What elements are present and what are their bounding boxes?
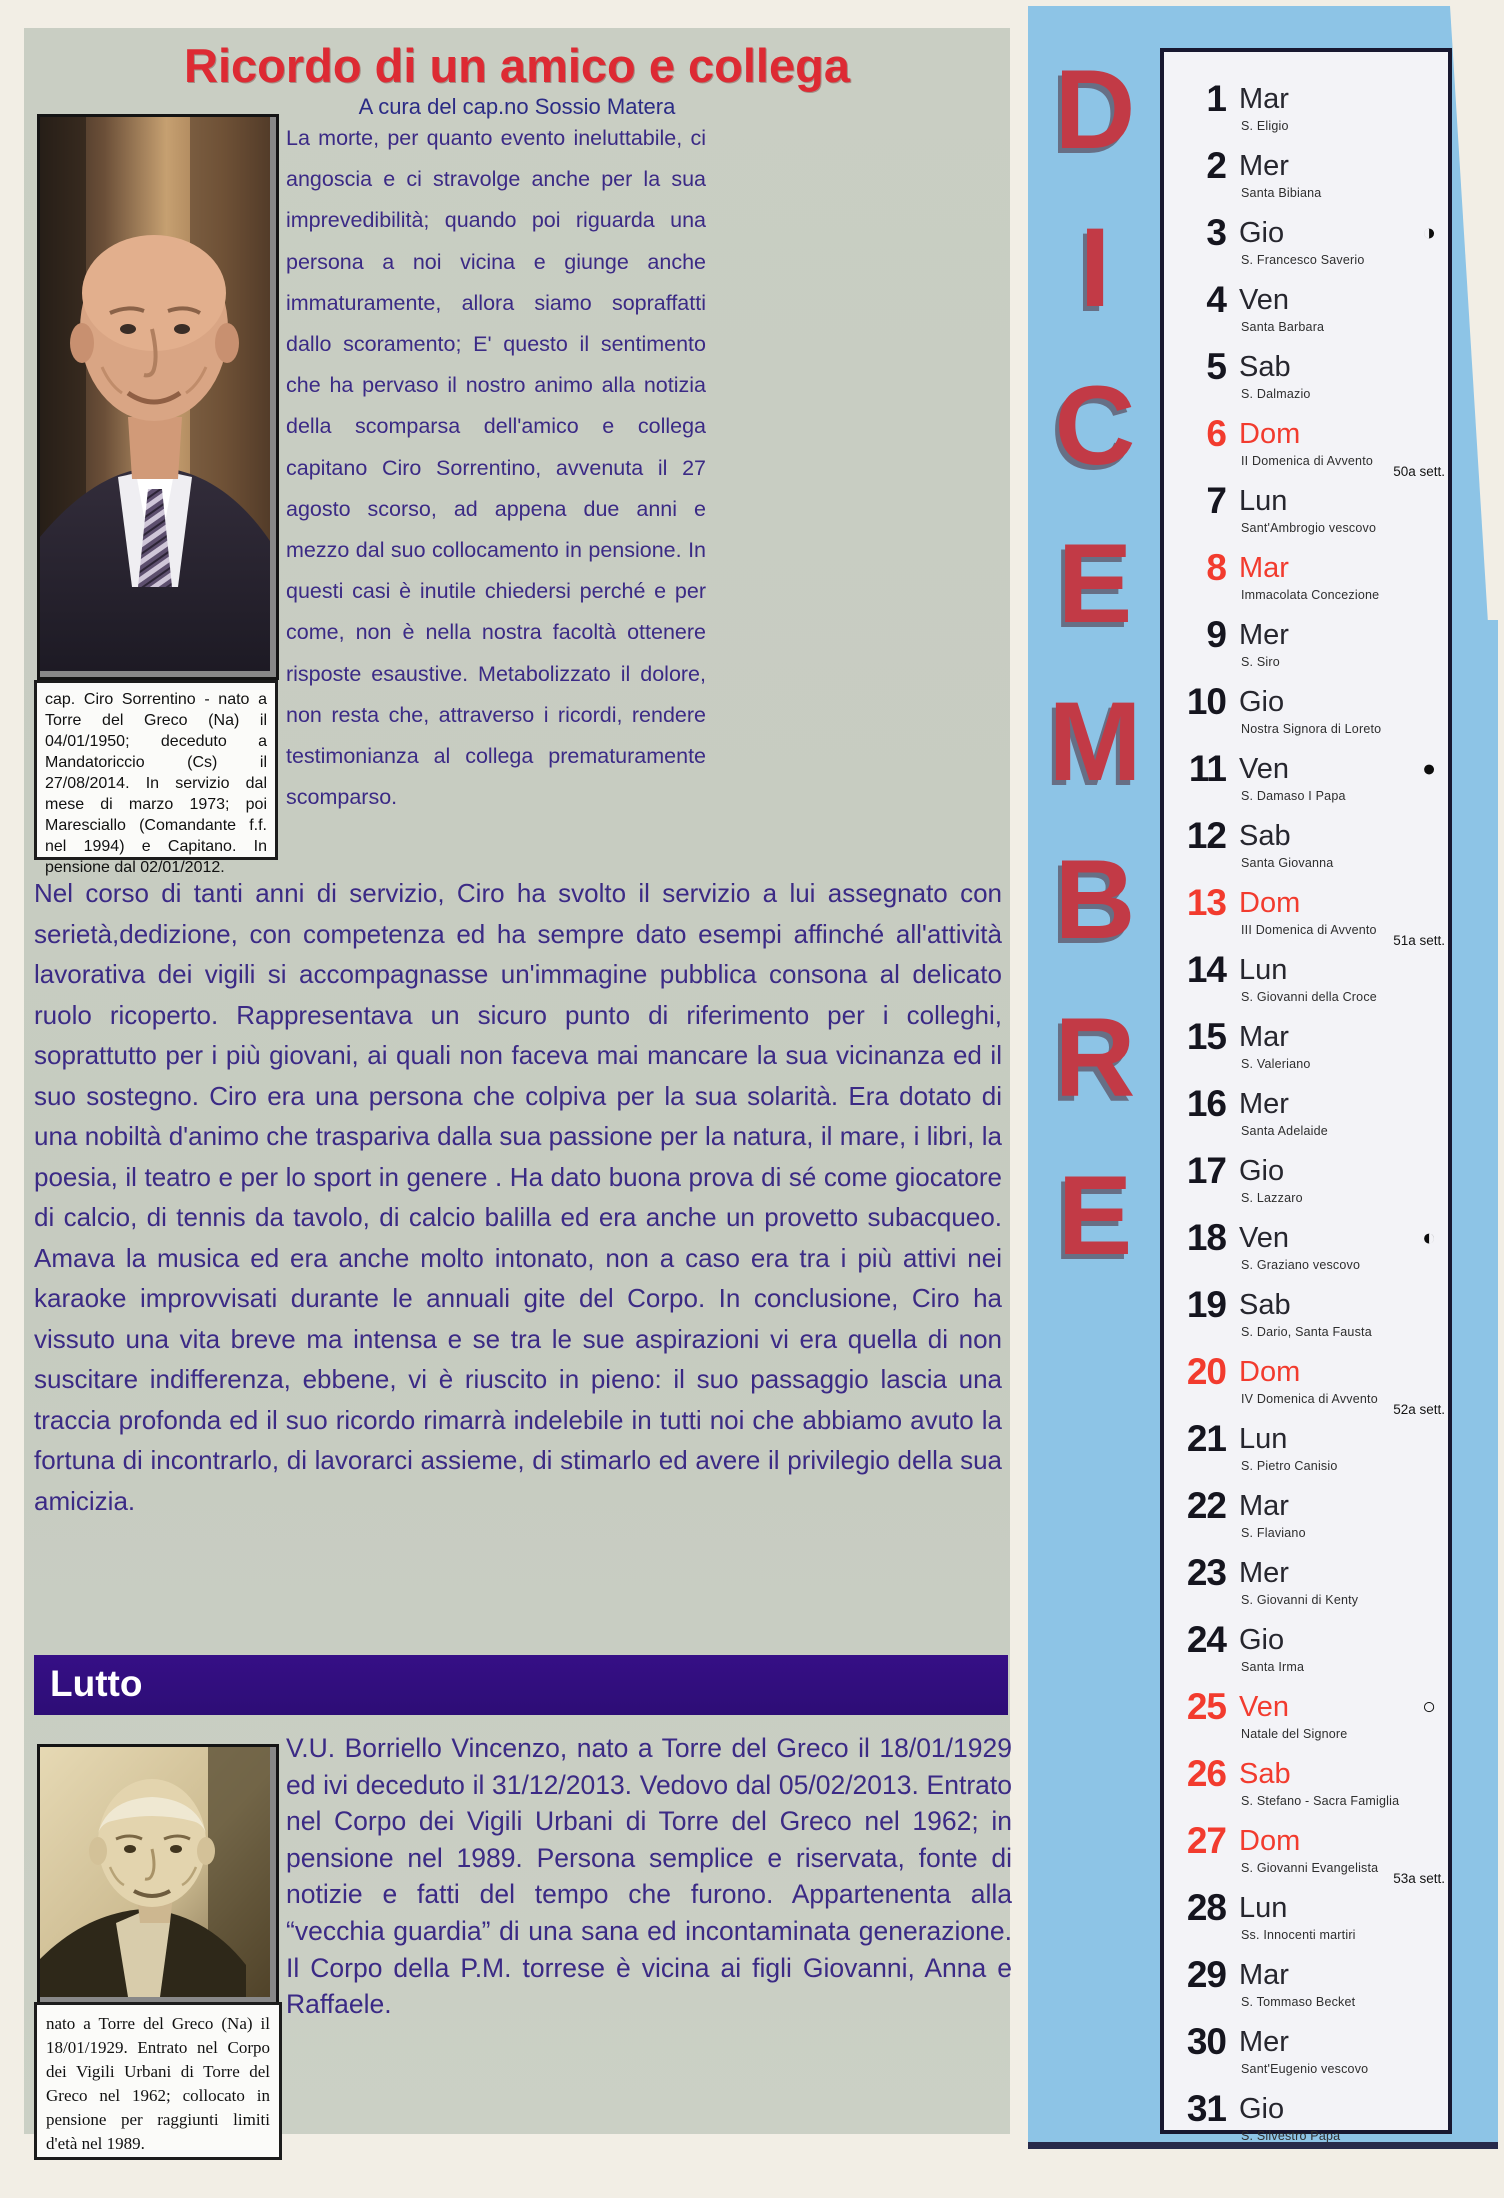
- saint-name: S. Francesco Saverio: [1241, 253, 1365, 267]
- day-number: 8: [1206, 547, 1226, 588]
- first-quarter-moon-icon: ◐: [1422, 1224, 1436, 1250]
- calendar-day-row: [1164, 681, 1448, 752]
- day-number: 13: [1186, 882, 1226, 923]
- day-number: 26: [1186, 1753, 1226, 1794]
- saint-name: S. Flaviano: [1241, 1526, 1306, 1540]
- saint-name: Immacolata Concezione: [1241, 588, 1380, 602]
- day-of-week: Dom: [1239, 418, 1301, 450]
- calendar-day-row: [1164, 1418, 1448, 1489]
- day-of-week: Mer: [1239, 2026, 1289, 2058]
- photo2-caption: nato a Torre del Greco (Na) il 18/01/1929. Entrato nel Corpo dei Vigili Urbani di Torre del Greco nel 1962; collocato in pensione per raggiunti limiti d'età nel 1989.: [34, 2002, 282, 2160]
- saint-name: Ss. Innocenti martiri: [1241, 1928, 1356, 1942]
- full-moon-icon: ○: [1422, 1693, 1436, 1719]
- day-of-week: Gio: [1239, 1624, 1285, 1656]
- saint-name: Santa Adelaide: [1241, 1124, 1328, 1138]
- saint-name: Santa Giovanna: [1241, 856, 1334, 870]
- saint-name: Sant'Eugenio vescovo: [1241, 2062, 1369, 2076]
- calendar-day-row: [1164, 1284, 1448, 1355]
- day-number: 23: [1186, 1552, 1226, 1593]
- calendar-day-row: [1164, 1753, 1448, 1824]
- week-number-label: 51a sett.: [1393, 933, 1445, 948]
- day-of-week: Dom: [1239, 1825, 1301, 1857]
- saint-name: S. Silvestro Papa: [1241, 2129, 1341, 2143]
- calendar-day-row: [1164, 1686, 1448, 1757]
- day-number: 5: [1206, 346, 1226, 387]
- day-of-week: Gio: [1239, 217, 1285, 249]
- article-paragraph-1: La morte, per quanto evento ineluttabile, ci angoscia e ci stravolge anche per la sua imprevedibilità; quando poi riguarda una persona a noi vicina e giunge anche immaturamente, allora siamo sopraffatti dallo scoramento; E' questo il sentimento che ha pervaso il nostro animo alla notizia della scomparsa dell'amico e collega capitano Ciro Sorrentino, avvenuta il 27 agosto scorso, ad appena due anni e mezzo dal suo collocamento in pensione. In questi casi è inutile chiedersi perché e per come, non è nella nostra facoltà ottenere risposte esaustive. Metabolizzato il dolore, non resta che, attraverso i ricordi, rendere testimonianza al collega prematuramente scomparso.: [286, 126, 706, 810]
- article-panel: [24, 28, 1012, 2153]
- calendar-day-row: [1164, 480, 1448, 551]
- day-of-week: Mar: [1239, 1021, 1289, 1053]
- month-letter: E: [1057, 521, 1133, 646]
- month-letter: R: [1054, 995, 1136, 1120]
- saint-name: S. Giovanni di Kenty: [1241, 1593, 1359, 1607]
- day-number: 11: [1188, 748, 1226, 789]
- saint-name: S. Graziano vescovo: [1241, 1258, 1361, 1272]
- saint-name: S. Giovanni della Croce: [1241, 990, 1377, 1004]
- calendar-day-row: [1164, 1351, 1448, 1422]
- calendar-day-row: [1164, 1016, 1448, 1087]
- day-number: 17: [1186, 1150, 1226, 1191]
- calendar-day-row: [1164, 78, 1448, 149]
- day-number: 19: [1186, 1284, 1226, 1325]
- month-letter: E: [1057, 1153, 1133, 1278]
- day-number: 15: [1186, 1016, 1226, 1057]
- day-number: 4: [1206, 279, 1226, 320]
- calendar-day-row: [1164, 279, 1448, 350]
- calendar-days: [1164, 52, 1448, 2143]
- day-number: 12: [1186, 815, 1226, 856]
- calendar-day-row: [1164, 748, 1448, 819]
- day-number: 27: [1186, 1820, 1226, 1861]
- day-of-week: Mer: [1239, 619, 1289, 651]
- article-byline: A cura del cap.no Sossio Matera: [358, 94, 676, 119]
- day-of-week: Mer: [1239, 1088, 1289, 1120]
- calendar-day-row: [1164, 212, 1448, 283]
- saint-name: S. Eligio: [1241, 119, 1289, 133]
- day-number: 1: [1206, 78, 1226, 119]
- day-of-week: Mar: [1239, 1490, 1289, 1522]
- calendar-day-row: [1164, 145, 1448, 216]
- saint-name: Sant'Ambrogio vescovo: [1241, 521, 1377, 535]
- calendar-day-row: [1164, 346, 1448, 417]
- day-of-week: Lun: [1239, 1423, 1288, 1455]
- article-paragraph-2: Nel corso di tanti anni di servizio, Ciro ha svolto il servizio a lui assegnato con serietà,dedizione, con competenza ed ha sempre dato esempi affinché all'attività lavorativa dei vigili si accompagnasse un'immagine pubblica consona al delicato ruolo ricoperto. Rappresentava un sicuro punto di riferimento per i colleghi, soprattutto per i più giovani, ai quali non faceva mai mancare la sua vicinanza ed il suo sostegno. Ciro era una persona che colpiva per la sua solarità. Era dotato di una nobiltà d'animo che traspariva dalla sua passione per la natura, il mare, i libri, la poesia, il teatro e per lo sport in genere . Ha dato buona prova di sé come giocatore di calcio, di tennis da tavolo, di calcio balilla ed era anche un provetto subacqueo. Amava la musica ed era anche molto intonato, non a caso era tra i più attivi nei karaoke improvvisati durante le annuali gite del Corpo. In conclusione, Ciro ha vissuto una vita breve ma intensa e se tra le sue aspirazioni vi era quella di non suscitare indifferenza, ebbene, vi è riuscito in pieno: il suo passaggio lascia una traccia profonda ed il suo ricordo rimarrà indelebile in tutti noi che abbiamo avuto la fortuna di incontrarlo, di lavorarci assieme, di stimarlo ed avere il privilegio della sua amicizia.: [34, 878, 1002, 1516]
- day-of-week: Ven: [1239, 284, 1289, 316]
- day-of-week: Mar: [1239, 83, 1289, 115]
- month-letter: B: [1054, 837, 1136, 962]
- day-of-week: Sab: [1239, 820, 1291, 852]
- saint-name: S. Giovanni Evangelista: [1241, 1861, 1379, 1875]
- saint-name: S. Dalmazio: [1241, 387, 1311, 401]
- saint-name: Nostra Signora di Loreto: [1241, 722, 1382, 736]
- month-letter: M: [1048, 679, 1142, 804]
- calendar-day-row: [1164, 1619, 1448, 1690]
- saint-name: Santa Bibiana: [1241, 186, 1322, 200]
- calendar-day-row: [1164, 1485, 1448, 1556]
- portrait-photo-illustration: [40, 1747, 270, 1997]
- saint-name: S. Valeriano: [1241, 1057, 1311, 1071]
- day-number: 29: [1186, 1954, 1226, 1995]
- day-number: 2: [1206, 145, 1226, 186]
- lutto-paragraph: V.U. Borriello Vincenzo, nato a Torre del Greco il 18/01/1929 ed ivi deceduto il 31/12/2013. Vedovo dal 05/02/2013. Entrato nel Corpo dei Vigili Urbani di Torre del Greco nel 1962; in pensione nel 1989. Persona semplice e riservata, fonte di notizie e fatti del tempo che furono. Appartenenta alla “vecchia guardia” di una sana ed incontaminata generazione. Il Corpo della P.M. torrese è vicina ai figli Giovanni, Anna e Raffaele.: [286, 1733, 1012, 2020]
- saint-name: S. Siro: [1241, 655, 1280, 669]
- month-letters: [1040, 6, 1150, 1306]
- new-moon-icon: ●: [1422, 755, 1436, 781]
- day-of-week: Lun: [1239, 1892, 1288, 1924]
- calendar-day-row: [1164, 2088, 1448, 2159]
- calendar-day-row: [1164, 815, 1448, 886]
- saint-name: IV Domenica di Avvento: [1241, 1392, 1378, 1406]
- day-of-week: Dom: [1239, 887, 1301, 919]
- calendar-day-row: [1164, 1217, 1448, 1288]
- saint-name: S. Tommaso Becket: [1241, 1995, 1356, 2009]
- day-of-week: Mer: [1239, 150, 1289, 182]
- saint-name: S. Stefano - Sacra Famiglia: [1241, 1794, 1400, 1808]
- calendar-day-row: [1164, 1954, 1448, 2025]
- day-number: 6: [1206, 413, 1226, 454]
- month-letter: C: [1054, 363, 1136, 488]
- day-number: 30: [1186, 2021, 1226, 2062]
- day-number: 28: [1186, 1887, 1226, 1928]
- calendar-day-row: [1164, 1552, 1448, 1623]
- photo-ciro-sorrentino: [37, 114, 279, 680]
- saint-name: S. Dario, Santa Fausta: [1241, 1325, 1372, 1339]
- calendar-day-row: [1164, 1887, 1448, 1958]
- saint-name: Natale del Signore: [1241, 1727, 1348, 1741]
- calendar-day-row: [1164, 949, 1448, 1020]
- day-number: 24: [1186, 1619, 1226, 1660]
- day-of-week: Mar: [1239, 1959, 1289, 1991]
- day-of-week: Sab: [1239, 1289, 1291, 1321]
- day-number: 31: [1186, 2088, 1226, 2129]
- last-quarter-moon-icon: ◑: [1422, 219, 1436, 245]
- photo-vincenzo-borriello: [37, 1744, 279, 2006]
- saint-name: Santa Barbara: [1241, 320, 1325, 334]
- day-of-week: Gio: [1239, 2093, 1285, 2125]
- portrait-photo-illustration: [40, 117, 270, 671]
- day-number: 18: [1186, 1217, 1226, 1258]
- saint-name: II Domenica di Avvento: [1241, 454, 1374, 468]
- day-of-week: Sab: [1239, 1758, 1291, 1790]
- calendar-day-row: [1164, 547, 1448, 618]
- calendar-day-row: [1164, 1150, 1448, 1221]
- saint-name: III Domenica di Avvento: [1241, 923, 1377, 937]
- week-number-label: 53a sett.: [1393, 1871, 1445, 1886]
- calendar-box: [1160, 48, 1452, 2143]
- month-letter: D: [1054, 47, 1136, 172]
- day-number: 3: [1206, 212, 1226, 253]
- day-of-week: Sab: [1239, 351, 1291, 383]
- day-of-week: Mar: [1239, 552, 1289, 584]
- calendar-day-row: [1164, 882, 1448, 953]
- saint-name: S. Damaso I Papa: [1241, 789, 1346, 803]
- photo1-caption: cap. Ciro Sorrentino - nato a Torre del Greco (Na) il 04/01/1950; deceduto a Mandatoriccio (Cs) il 27/08/2014. In servizio dal mese di marzo 1973; poi Maresciallo (Comandante f.f. nel 1994) e Capitano. In pensione dal 02/01/2012.: [34, 680, 278, 860]
- day-of-week: Dom: [1239, 1356, 1301, 1388]
- day-number: 21: [1186, 1418, 1226, 1459]
- lutto-section-title: Lutto: [50, 1663, 143, 1704]
- saint-name: Santa Irma: [1241, 1660, 1305, 1674]
- week-number-label: 50a sett.: [1393, 464, 1445, 479]
- day-of-week: Gio: [1239, 1155, 1285, 1187]
- calendar-day-row: [1164, 1820, 1448, 1891]
- day-number: 14: [1186, 949, 1226, 990]
- day-number: 16: [1186, 1083, 1226, 1124]
- day-number: 10: [1186, 681, 1226, 722]
- calendar-day-row: [1164, 413, 1448, 484]
- saint-name: S. Lazzaro: [1241, 1191, 1303, 1205]
- day-number: 20: [1186, 1351, 1226, 1392]
- day-of-week: Gio: [1239, 686, 1285, 718]
- day-of-week: Ven: [1239, 753, 1289, 785]
- day-number: 9: [1206, 614, 1226, 655]
- week-number-label: 52a sett.: [1393, 1402, 1445, 1417]
- day-of-week: Lun: [1239, 485, 1288, 517]
- month-letter: I: [1079, 205, 1111, 330]
- calendar-day-row: [1164, 2021, 1448, 2092]
- day-number: 25: [1186, 1686, 1226, 1727]
- day-number: 7: [1206, 480, 1226, 521]
- calendar-day-row: [1164, 614, 1448, 685]
- day-of-week: Lun: [1239, 954, 1288, 986]
- day-of-week: Ven: [1239, 1222, 1289, 1254]
- page-title: Ricordo di un amico e collega: [184, 39, 850, 92]
- day-of-week: Ven: [1239, 1691, 1289, 1723]
- calendar-day-row: [1164, 1083, 1448, 1154]
- day-of-week: Mer: [1239, 1557, 1289, 1589]
- saint-name: S. Pietro Canisio: [1241, 1459, 1338, 1473]
- day-number: 22: [1186, 1485, 1226, 1526]
- lutto-section-header-bar: [34, 1655, 1008, 1715]
